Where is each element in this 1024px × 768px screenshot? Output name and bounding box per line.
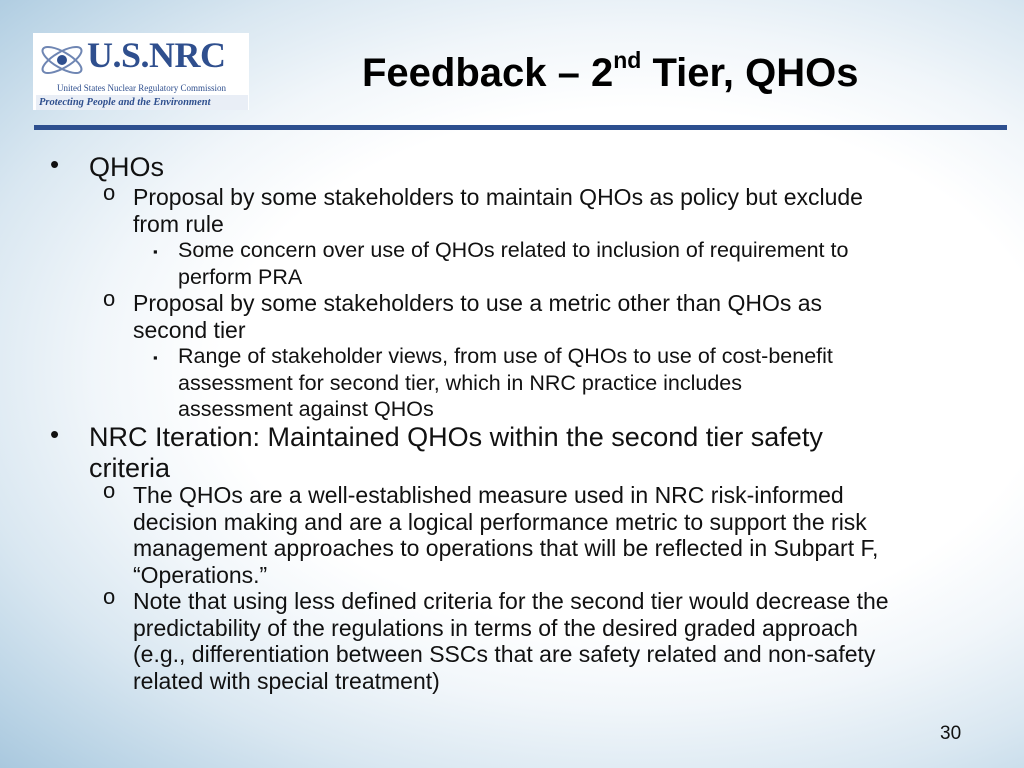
bullet-text-line: from rule [133, 210, 224, 237]
bullet-text-line: QHOs [89, 152, 165, 182]
logo-agency-name: United States Nuclear Regulatory Commission [57, 83, 226, 93]
title-superscript: nd [613, 46, 642, 73]
page-number: 30 [940, 723, 962, 744]
bullet-text-line: second tier [133, 316, 246, 343]
bullet-text-line: Proposal by some stakeholders to use a metric other than QHOs as [133, 290, 823, 316]
logo-wordmark: U.S.NRC [87, 35, 226, 75]
bullet-text-line: related with special treatment) [133, 667, 440, 694]
title-divider [34, 125, 1007, 130]
bullet-text-line: management approaches to operations that will be reflected in Subpart F, [133, 535, 879, 561]
bullet-text-line: NRC Iteration: Maintained QHOs within the second tier safety [89, 422, 823, 452]
bullet-text-line: “Operations.” [133, 561, 268, 588]
bullet-text-line: assessment for second tier, which in NRC practice includes [178, 370, 743, 395]
bullet-text-line: criteria [89, 453, 171, 483]
bullet-dot-icon: • [50, 149, 60, 179]
bullet-text-line: decision making and are a logical performance metric to support the risk [133, 508, 867, 535]
bullet-text-line: Note that using less defined criteria for the second tier would decrease the [133, 588, 889, 614]
bullet-text-line: Range of stakeholder views, from use of QHOs to use of cost-benefit [178, 344, 833, 368]
bullet-circle-icon: o [103, 180, 116, 205]
bullet-circle-icon: o [103, 478, 116, 503]
bullet-text-line: The QHOs are a well-established measure used in NRC risk-informed [133, 482, 844, 508]
bullet-text-line: (e.g., differentiation between SSCs that are safety related and non-safety [133, 641, 876, 667]
bullet-text-line: perform PRA [178, 264, 303, 289]
bullet-text-line: Some concern over use of QHOs related to inclusion of requirement to [178, 238, 849, 262]
logo-tagline: Protecting People and the Environment [36, 95, 248, 110]
bullet-square-icon: ▪ [153, 244, 158, 259]
title-main: Feedback – 2 [362, 51, 614, 95]
bullet-dot-icon: • [50, 419, 60, 449]
bullet-text-line: predictability of the regulations in terms of the desired graded approach [133, 614, 858, 641]
bullet-circle-icon: o [103, 286, 116, 311]
bullet-circle-icon: o [103, 584, 116, 609]
slide-title [362, 48, 859, 98]
bullet-square-icon: ▪ [153, 350, 158, 365]
atom-eagle-icon [37, 35, 87, 85]
bullet-text-line: assessment against QHOs [178, 397, 434, 421]
bullet-text-line: Proposal by some stakeholders to maintain QHOs as policy but exclude [133, 184, 863, 210]
nrc-logo [33, 33, 249, 110]
title-rest: Tier, QHOs [641, 51, 859, 95]
